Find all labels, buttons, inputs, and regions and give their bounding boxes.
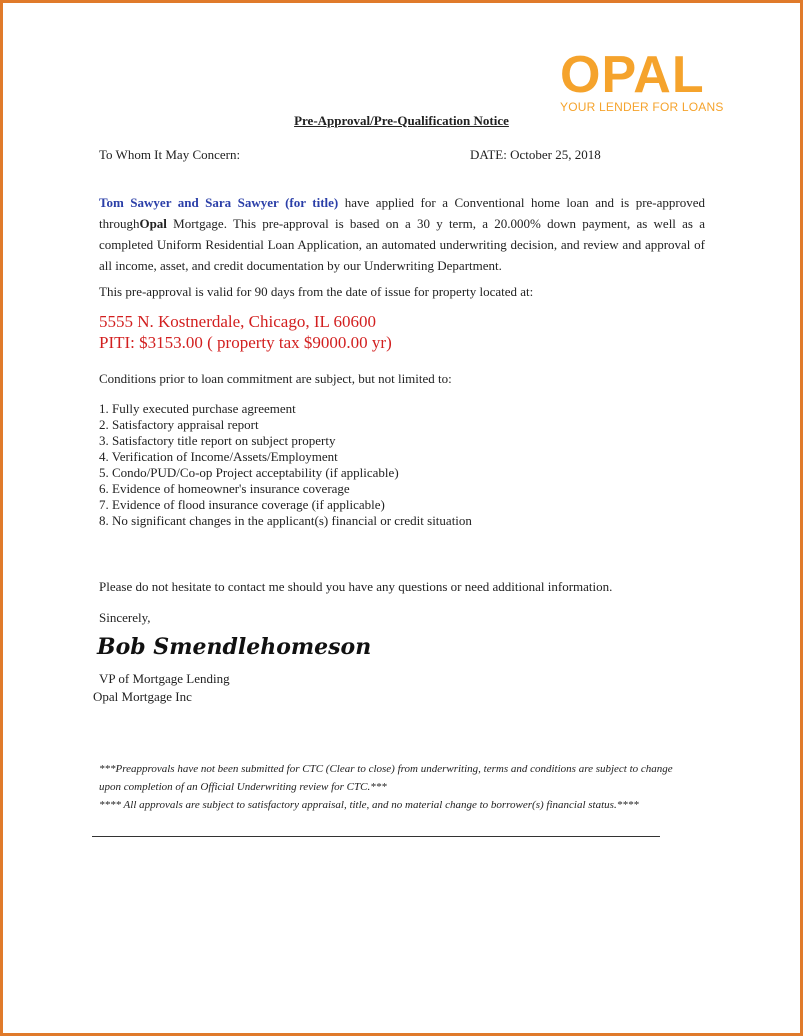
signer-title: VP of Mortgage Lending <box>99 671 230 686</box>
footnote-ctc: ***Preapprovals have not been submitted for CTC (Clear to close) from underwriting, terms and conditions are subject to change upon completion of an Official Underwriting review for CTC.*** <box>99 763 673 793</box>
footer-divider <box>92 836 660 837</box>
property-piti: PITI: $3153.00 ( property tax $9000.00 yr) <box>99 333 392 352</box>
condition-item: 5. Condo/PUD/Co-op Project acceptability (if applicable) <box>99 465 399 480</box>
intro-paragraph <box>99 192 705 276</box>
logo-tagline: YOUR LENDER FOR LOANS <box>560 100 724 114</box>
company-name: Opal <box>139 216 167 231</box>
condition-item: 4. Verification of Income/Assets/Employment <box>99 449 338 464</box>
condition-item: 8. No significant changes in the applicant(s) financial or credit situation <box>99 513 472 528</box>
applicant-names: Tom Sawyer and Sara Sawyer (for title) <box>99 195 339 210</box>
conditions-list <box>99 401 472 529</box>
signer-organization: Opal Mortgage Inc <box>93 689 192 704</box>
document-title: Pre-Approval/Pre-Qualification Notice <box>294 113 509 128</box>
intro-text-1: have applied for a Conventional home loan and is pre-approved through <box>99 195 705 231</box>
logo-wordmark: OPAL <box>560 46 705 104</box>
company-logo <box>560 46 724 114</box>
condition-item: 3. Satisfactory title report on subject property <box>99 433 336 448</box>
letter-date: DATE: October 25, 2018 <box>470 147 601 162</box>
condition-item: 2. Satisfactory appraisal report <box>99 417 259 432</box>
contact-text: Please do not hesitate to contact me should you have any questions or need additional information. <box>99 579 613 594</box>
condition-item: 1. Fully executed purchase agreement <box>99 401 296 416</box>
signature: Bob Smendlehomeson <box>97 634 372 660</box>
conditions-intro: Conditions prior to loan commitment are subject, but not limited to: <box>99 371 452 386</box>
salutation: To Whom It May Concern: <box>99 147 241 162</box>
property-address: 5555 N. Kostnerdale, Chicago, IL 60600 <box>99 312 376 331</box>
footnote-approvals: **** All approvals are subject to satisfactory appraisal, title, and no material change to borrower(s) financial status.**** <box>99 799 639 811</box>
closing-text: Sincerely, <box>99 610 151 625</box>
condition-item: 7. Evidence of flood insurance coverage (if applicable) <box>99 497 385 512</box>
intro-text-2: Mortgage. This pre-approval is based on a 30 y term, a 20.000% down payment, as well as a completed Uniform Residential Loan Application, an automated underwriting decision, and review and approval of all income, asset, and credit documentation by our Underwriting Department. <box>99 216 705 273</box>
condition-item: 6. Evidence of homeowner's insurance coverage <box>99 481 350 496</box>
validity-text: This pre-approval is valid for 90 days from the date of issue for property located at: <box>99 284 534 299</box>
